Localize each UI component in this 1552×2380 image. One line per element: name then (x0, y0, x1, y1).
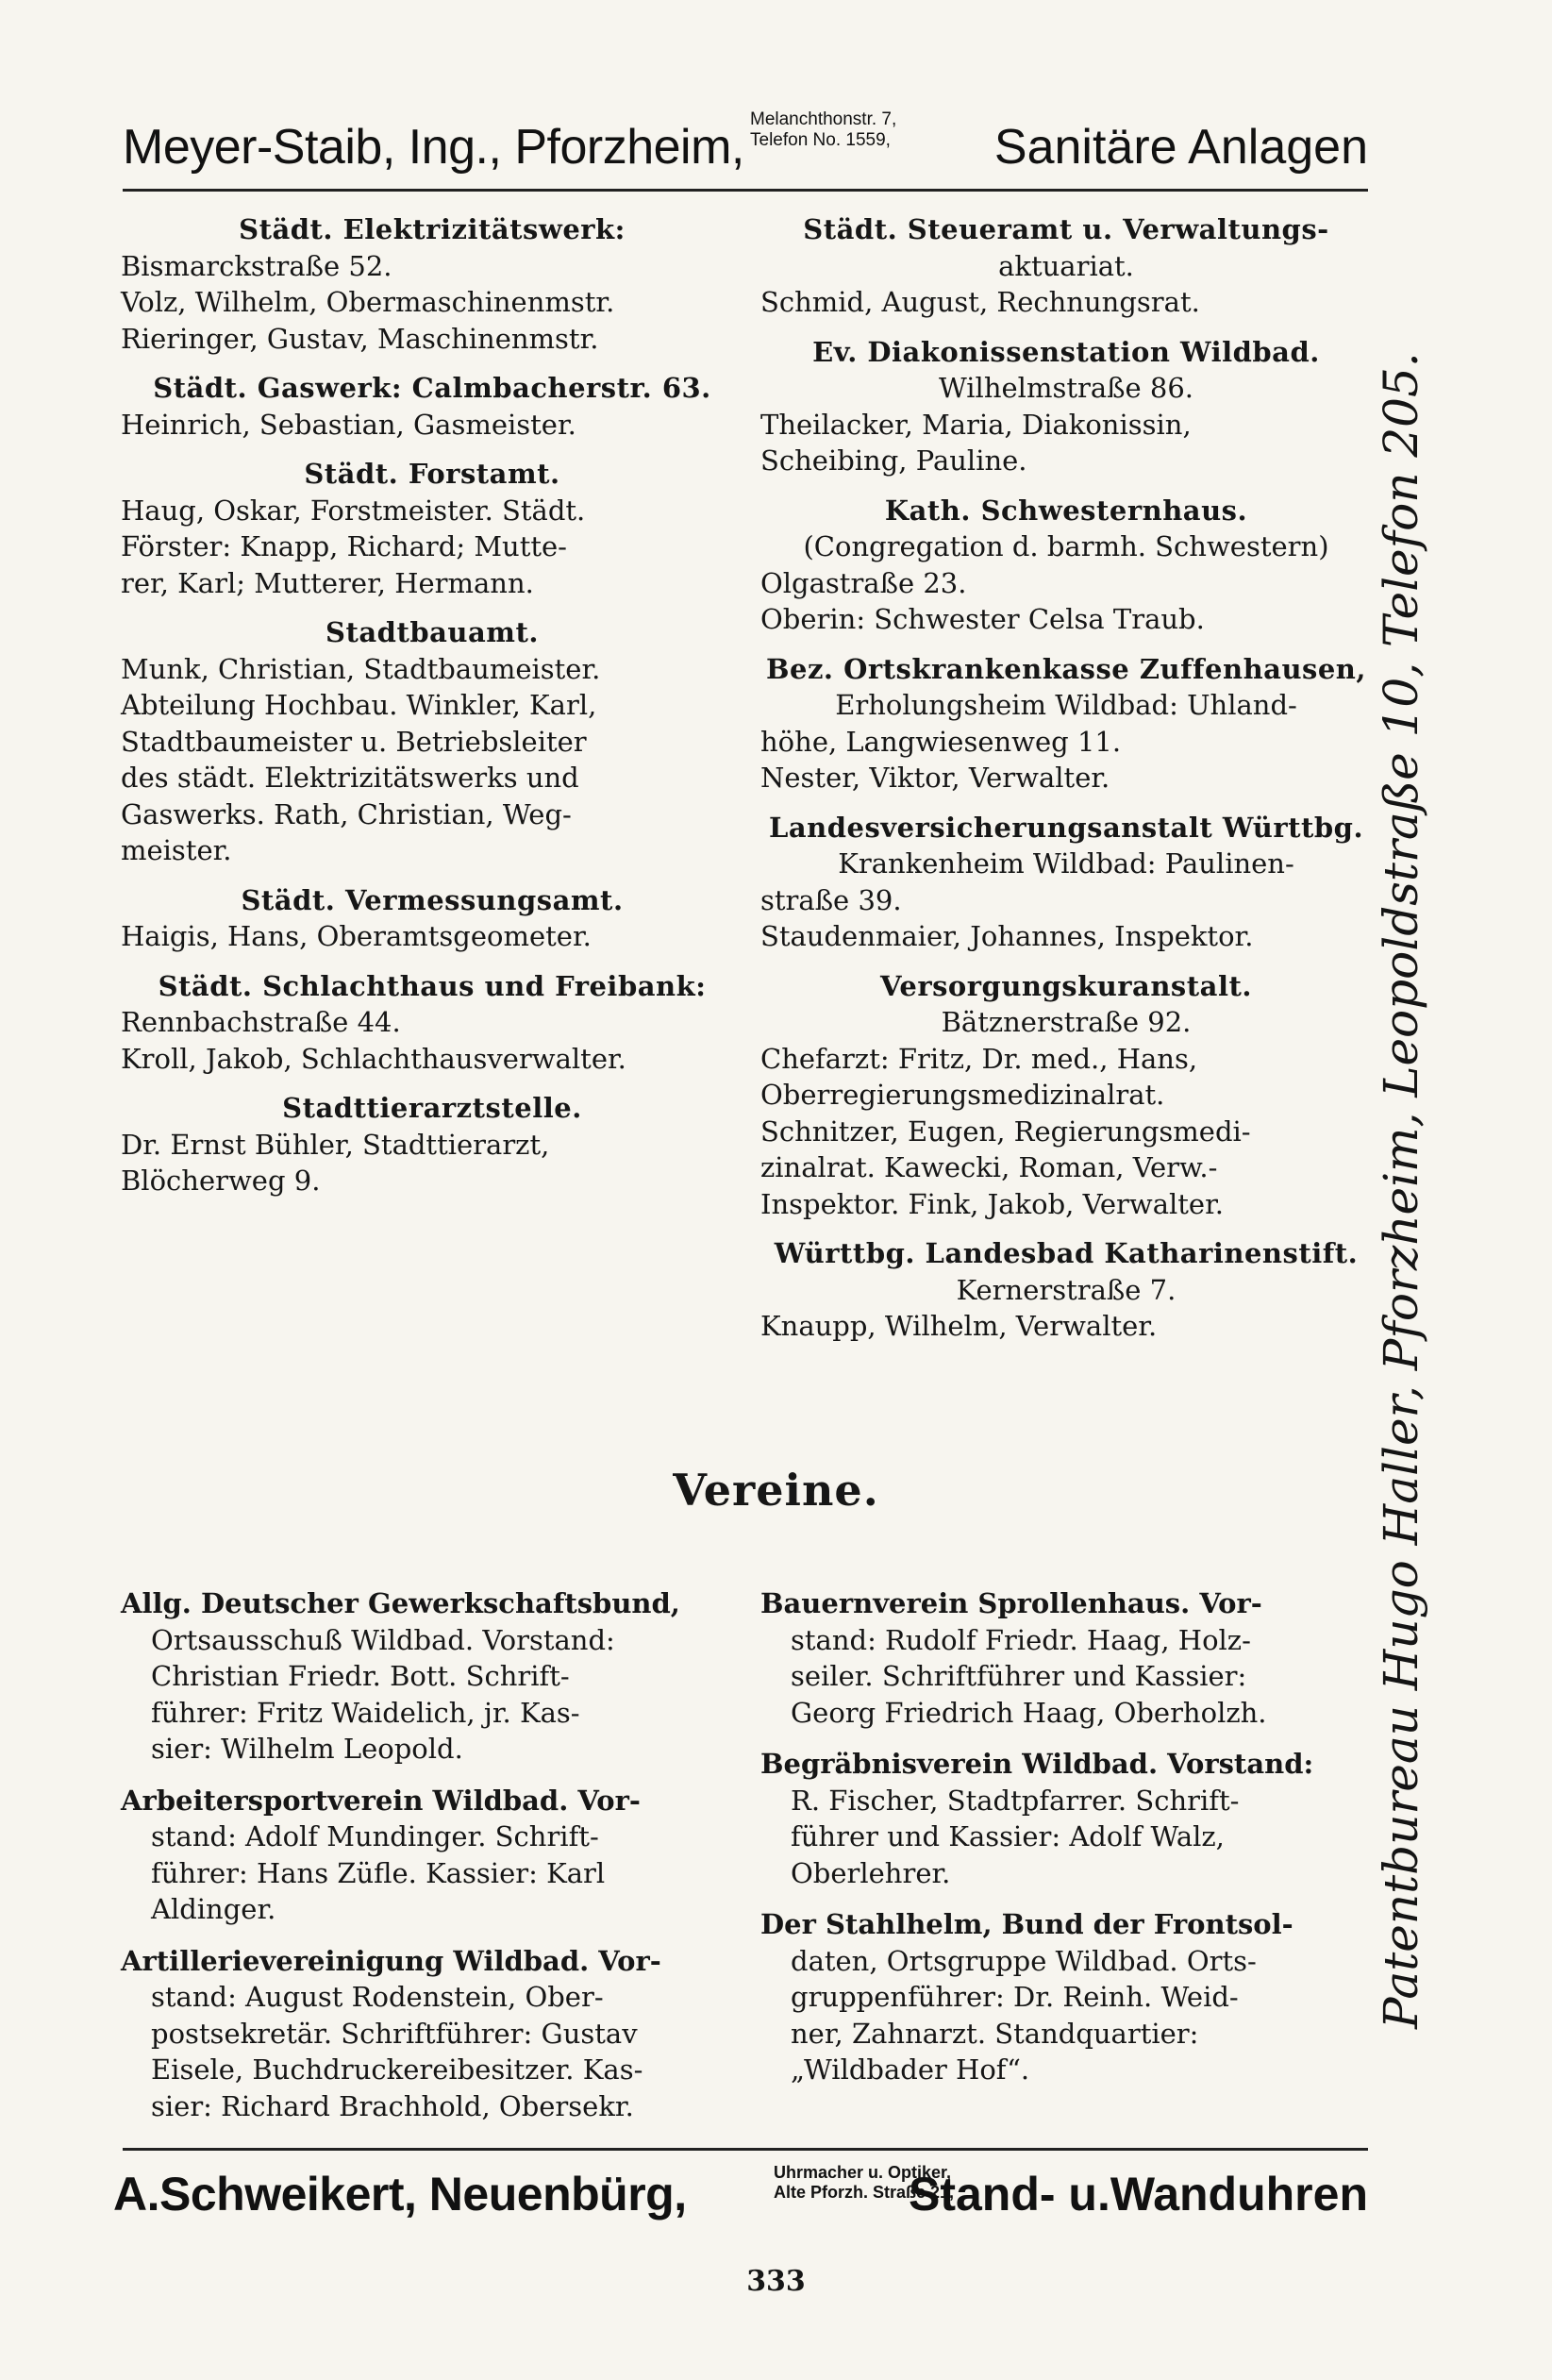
footer-ad-trade: Stand- u.Wanduhren (909, 2168, 1368, 2221)
entry-line: Theilacker, Maria, Diakonissin, (760, 408, 1192, 441)
entry-line: Kroll, Jakob, Schlachthausverwalter. (121, 1042, 626, 1075)
club-name: Der Stahlhelm, Bund der Frontsol- (760, 1908, 1293, 1940)
entry-line: Gaswerks. Rath, Christian, Weg- (121, 797, 572, 830)
entry-title: Städt. Vermessungsamt. (241, 883, 624, 916)
entry-line: Chefarzt: Fritz, Dr. med., Hans, (760, 1042, 1198, 1075)
club-line: „Wildbader Hof“. (791, 2053, 1030, 2086)
club-name: Begräbnisverein Wildbad. Vorstand: (760, 1748, 1314, 1780)
entry-line: Scheibing, Pauline. (760, 444, 1027, 477)
club-name: Artillerievereinigung Wildbad. Vor- (121, 1944, 661, 1977)
entry-title: Städt. Gaswerk: Calmbacherstr. 63. (153, 372, 711, 404)
entry-line: zinalrat. Kawecki, Roman, Verw.- (760, 1151, 1218, 1183)
entry-line: Nester, Viktor, Verwalter. (760, 762, 1110, 794)
vereine-right-column (760, 1585, 1372, 2103)
entry-line: Schnitzer, Eugen, Regierungsmedi- (760, 1115, 1251, 1148)
entry-title: Württbg. Landesbad Katharinenstift. (774, 1237, 1359, 1269)
entry-line: Oberregierungsmedizinalrat. (760, 1079, 1165, 1111)
club-line: stand: Adolf Mundinger. Schrift- (151, 1820, 599, 1852)
entry-line: Olgastraße 23. (760, 566, 967, 599)
club-line: führer und Kassier: Adolf Walz, (791, 1820, 1225, 1852)
header-rule (123, 189, 1368, 192)
club-line: führer: Fritz Waidelich, jr. Kas- (151, 1696, 580, 1729)
directory-entry (121, 1090, 743, 1199)
entry-line: rer, Karl; Mutterer, Hermann. (121, 566, 534, 599)
right-column (760, 211, 1372, 1358)
footer-ad-address-line: Alte Pforzh. Straße 21, (774, 2183, 955, 2202)
entry-line: Staudenmaier, Johannes, Inspektor. (760, 920, 1254, 952)
club-name: Arbeitersportverein Wildbad. Vor- (121, 1784, 641, 1817)
club-line: seiler. Schriftführer und Kassier: (791, 1660, 1247, 1692)
header-ad-address-line: Telefon No. 1559, (750, 130, 891, 150)
entry-title: Städt. Schlachthaus und Freibank: (158, 969, 707, 1002)
entry-line: Schmid, August, Rechnungsrat. (760, 286, 1200, 318)
header-ad-address (750, 109, 896, 151)
club-entry (121, 1585, 743, 1768)
entry-subtitle: Wilhelmstraße 86. (938, 372, 1194, 404)
header-ad-trade: Sanitäre Anlagen (993, 120, 1368, 175)
directory-entry (121, 456, 743, 601)
entry-line: Munk, Christian, Stadtbaumeister. (121, 652, 601, 685)
directory-entry (121, 614, 743, 869)
entry-line: Förster: Knapp, Richard; Mutte- (121, 530, 567, 562)
directory-entry (760, 211, 1372, 321)
entry-title: Städt. Elektrizitätswerk: (239, 213, 626, 245)
club-line: stand: August Rodenstein, Ober- (151, 1981, 604, 2013)
directory-entry (760, 493, 1372, 638)
footer-ad-name: A.Schweikert, Neuenbürg, (113, 2168, 687, 2221)
directory-entry (760, 1235, 1372, 1345)
directory-entry (121, 211, 743, 357)
entry-line: Knaupp, Wilhelm, Verwalter. (760, 1310, 1158, 1342)
footer-advertisement (113, 2161, 1368, 2237)
entry-line: Abteilung Hochbau. Winkler, Karl, (121, 689, 597, 721)
entry-title: Stadtbauamt. (325, 616, 539, 648)
directory-entry (760, 334, 1372, 479)
entry-title: Städt. Steueramt u. Verwaltungs- (803, 213, 1329, 245)
entry-subtitle: Krankenheim Wildbad: Paulinen- (838, 847, 1294, 880)
club-entry (760, 1585, 1372, 1731)
vereine-left-column (121, 1585, 743, 2139)
entry-line: Heinrich, Sebastian, Gasmeister. (121, 408, 576, 441)
club-line: Georg Friedrich Haag, Oberholzh. (791, 1696, 1267, 1729)
entry-line: Bismarckstraße 52. (121, 249, 392, 282)
club-entry (760, 1746, 1372, 1891)
left-column (121, 211, 743, 1213)
entry-line: höhe, Langwiesenweg 11. (760, 725, 1122, 758)
club-line: sier: Richard Brachhold, Obersekr. (151, 2089, 634, 2122)
directory-entry (121, 370, 743, 443)
directory-entry (760, 968, 1372, 1223)
entry-line: Dr. Ernst Bühler, Stadttierarzt, (121, 1128, 550, 1161)
club-line: Eisele, Buchdruckereibesitzer. Kas- (151, 2053, 643, 2086)
entry-line: Haigis, Hans, Oberamtsgeometer. (121, 920, 592, 952)
entry-line: Inspektor. Fink, Jakob, Verwalter. (760, 1187, 1224, 1220)
entry-title: Kath. Schwesternhaus. (884, 494, 1248, 527)
club-line: gruppenführer: Dr. Reinh. Weid- (791, 1981, 1239, 2013)
page-number: 333 (746, 2265, 806, 2298)
club-entry (121, 1783, 743, 1928)
footer-rule (123, 2148, 1368, 2151)
entry-line: Blöcherweg 9. (121, 1165, 321, 1197)
directory-entry (121, 968, 743, 1078)
entry-title: Landesversicherungsanstalt Württbg. (768, 811, 1364, 844)
entry-subtitle: Bätznerstraße 92. (941, 1006, 1192, 1038)
entry-line: des städt. Elektrizitätswerks und (121, 762, 579, 794)
directory-entry (760, 810, 1372, 955)
entry-line: Rennbachstraße 44. (121, 1006, 401, 1038)
club-line: R. Fischer, Stadtpfarrer. Schrift- (791, 1784, 1240, 1817)
entry-subtitle: Erholungsheim Wildbad: Uhland- (835, 689, 1297, 721)
club-line: sier: Wilhelm Leopold. (151, 1733, 463, 1765)
club-line: daten, Ortsgruppe Wildbad. Orts- (791, 1944, 1257, 1977)
footer-ad-address-line: Uhrmacher u. Optiker, (774, 2163, 952, 2182)
entry-subtitle: aktuariat. (998, 249, 1134, 282)
club-line: ner, Zahnarzt. Standquartier: (791, 2017, 1199, 2050)
club-line: Aldinger. (151, 1893, 276, 1925)
club-line: Christian Friedr. Bott. Schrift- (151, 1660, 570, 1692)
club-line: Ortsausschuß Wildbad. Vorstand: (151, 1623, 615, 1656)
entry-line: Oberin: Schwester Celsa Traub. (760, 603, 1205, 635)
club-entry (121, 1943, 743, 2125)
entry-title: Stadttierarztstelle. (282, 1092, 582, 1124)
entry-title: Bez. Ortskrankenkasse Zuffenhausen, (765, 652, 1366, 685)
club-name: Bauernverein Sprollenhaus. Vor- (760, 1587, 1262, 1619)
entry-title: Ev. Diakonissenstation Wildbad. (812, 335, 1320, 368)
club-line: führer: Hans Züfle. Kassier: Karl (151, 1856, 606, 1889)
club-line: Oberlehrer. (791, 1856, 951, 1889)
directory-entry (760, 651, 1372, 796)
header-advertisement (123, 102, 1368, 193)
entry-line: Volz, Wilhelm, Obermaschinenmstr. (121, 286, 615, 318)
entry-line: straße 39. (760, 883, 902, 916)
section-title-vereine: Vereine. (673, 1465, 879, 1516)
club-name: Allg. Deutscher Gewerkschaftsbund, (121, 1587, 680, 1619)
header-ad-name: Meyer-Staib, Ing., Pforzheim, (123, 120, 744, 175)
entry-subtitle: Kernerstraße 7. (956, 1273, 1177, 1306)
side-advertisement: Patentbureau Hugo Haller, Pforzheim, Leopoldstraße 10, Telefon 205. (1374, 352, 1428, 2029)
entry-line: Rieringer, Gustav, Maschinenmstr. (121, 322, 599, 355)
club-line: stand: Rudolf Friedr. Haag, Holz- (791, 1623, 1251, 1656)
club-entry (760, 1906, 1372, 2088)
entry-line: Stadtbaumeister u. Betriebsleiter (121, 725, 587, 758)
header-ad-address-line: Melanchthonstr. 7, (750, 109, 897, 129)
entry-line: Haug, Oskar, Forstmeister. Städt. (121, 494, 586, 527)
club-line: postsekretär. Schriftführer: Gustav (151, 2017, 638, 2050)
entry-title: Städt. Forstamt. (304, 458, 560, 490)
entry-title: Versorgungskuranstalt. (880, 969, 1252, 1002)
entry-line: meister. (121, 834, 232, 866)
directory-entry (121, 882, 743, 955)
entry-subtitle: (Congregation d. barmh. Schwestern) (803, 530, 1329, 562)
